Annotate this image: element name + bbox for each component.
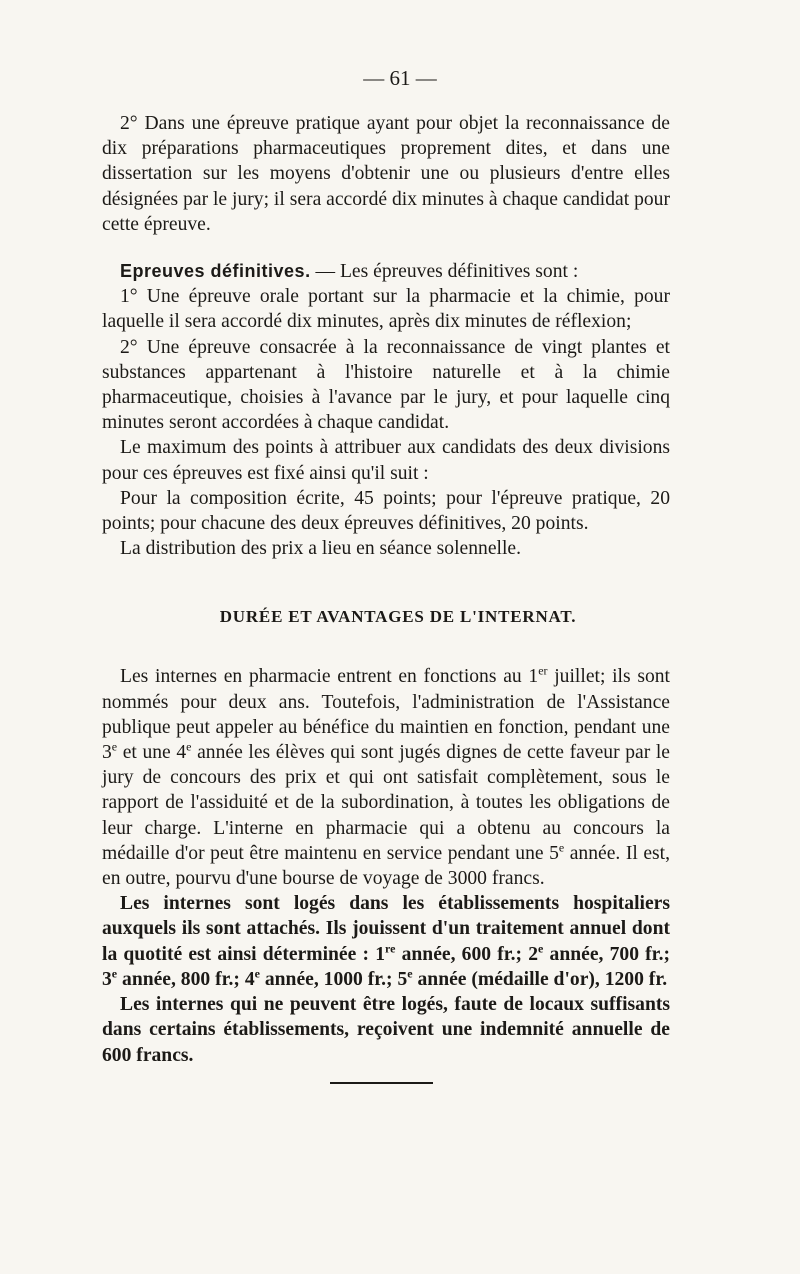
paragraph-practical-exam: 2° Dans une épreuve pratique ayant pour objet la reconnaissance de dix préparations pharmaceutiques proprement dites, et dans une dissertation sur les moyens d'obtenir une ou plusieurs d'entre elles désignées par le jury; il sera accordé dix minutes à chaque candidat pour cette épreuve. <box>102 113 670 235</box>
run-in-heading: Epreuves définitives. <box>120 261 311 282</box>
text-run: Les internes sont logés dans les établissements hospitaliers auxquels ils sont attachés. Ils jouissent d'un traitement annuel dont la quotité est ainsi déterminée : 1 <box>102 893 670 965</box>
text-run: année (médaille d'or), 1200 fr. <box>412 968 668 990</box>
text-run: et une 4 <box>117 742 187 764</box>
ordinal-sup: e <box>111 739 118 754</box>
ordinal-sup: e <box>407 966 413 981</box>
paragraph-points-maximum: Le maximum des points à attribuer aux candidats des deux divisions pour ces épreuves est fixé ainsi qu'il suit : <box>102 437 670 484</box>
paragraph-internship-duration <box>102 664 670 891</box>
paragraph-oral-exam: 1° Une épreuve orale portant sur la pharmacie et la chimie, pour laquelle il sera accordé dix minutes, après dix minutes de réflexion; <box>102 286 670 333</box>
ordinal-sup: e <box>111 966 118 981</box>
text-run: année. Il est, en outre, pourvu d'une bourse de voyage de 3000 francs. <box>102 842 670 890</box>
ordinal-sup: e <box>558 840 565 855</box>
ordinal-sup: e <box>186 739 192 754</box>
text-run: juillet; ils sont nommés pour deux ans. Toutefois, l'administration de l'Assistance publique peut appeler au bénéfice du maintien en fonction, pendant une 3 <box>102 666 670 764</box>
ordinal-sup: re <box>385 941 396 956</box>
text-run: année les élèves qui sont jugés dignes de cette faveur par le jury de concours des prix et qui ont satisfait complètement, sous le rapport de l'assiduité et de la subordination, à toutes les obligations de leur charge. L'interne en pharmacie qui a obtenu au concours la médaille d'or peut être maintenu en service pendant une 5 <box>102 742 670 864</box>
final-exams-block <box>102 259 670 561</box>
paragraph-lodging-salary <box>102 891 670 992</box>
text-run: année, 800 fr.; 4 <box>117 968 255 990</box>
internship-duration-block <box>102 664 670 891</box>
final-exams-intro-text: — Les épreuves définitives sont : <box>310 261 579 283</box>
text-run: année, 1000 fr.; 5 <box>259 968 408 990</box>
paragraph-plant-recognition: 2° Une épreuve consacrée à la reconnaissance de vingt plantes et substances appartenant à l'histoire naturelle et à la chimie pharmaceutique, choisies à l'avance par le jury, et pour laquelle cinq minutes seront accordées à chaque candidat. <box>102 336 670 434</box>
ordinal-sup: e <box>254 966 260 981</box>
paragraph-prize-distribution: La distribution des prix a lieu en séance solennelle. <box>120 538 522 560</box>
lodging-salary-block <box>102 891 670 1067</box>
text-run: année, 700 fr.; 3 <box>102 943 671 990</box>
section-title: DURÉE ET AVANTAGES DE L'INTERNAT. <box>219 607 577 627</box>
end-rule <box>330 1082 433 1084</box>
text-run: Les internes en pharmacie entrent en fonctions au 1 <box>120 666 539 688</box>
paragraph-points-detail: Pour la composition écrite, 45 points; pour l'épreuve pratique, 20 points; pour chacune des deux épreuves définitives, 20 points. <box>102 487 670 535</box>
paragraph-housing-allowance: Les internes qui ne peuvent être logés, faute de locaux suffisants dans certains établissements, reçoivent une indemnité annuelle de 600 francs. <box>102 994 670 1066</box>
ordinal-sup: e <box>538 941 544 956</box>
text-run: année, 600 fr.; 2 <box>395 943 539 965</box>
ordinal-sup: er <box>538 663 548 678</box>
page-number: — 61 — <box>363 66 437 90</box>
paragraph-final-exams-intro <box>102 259 670 284</box>
practical-exam-block <box>102 111 670 237</box>
